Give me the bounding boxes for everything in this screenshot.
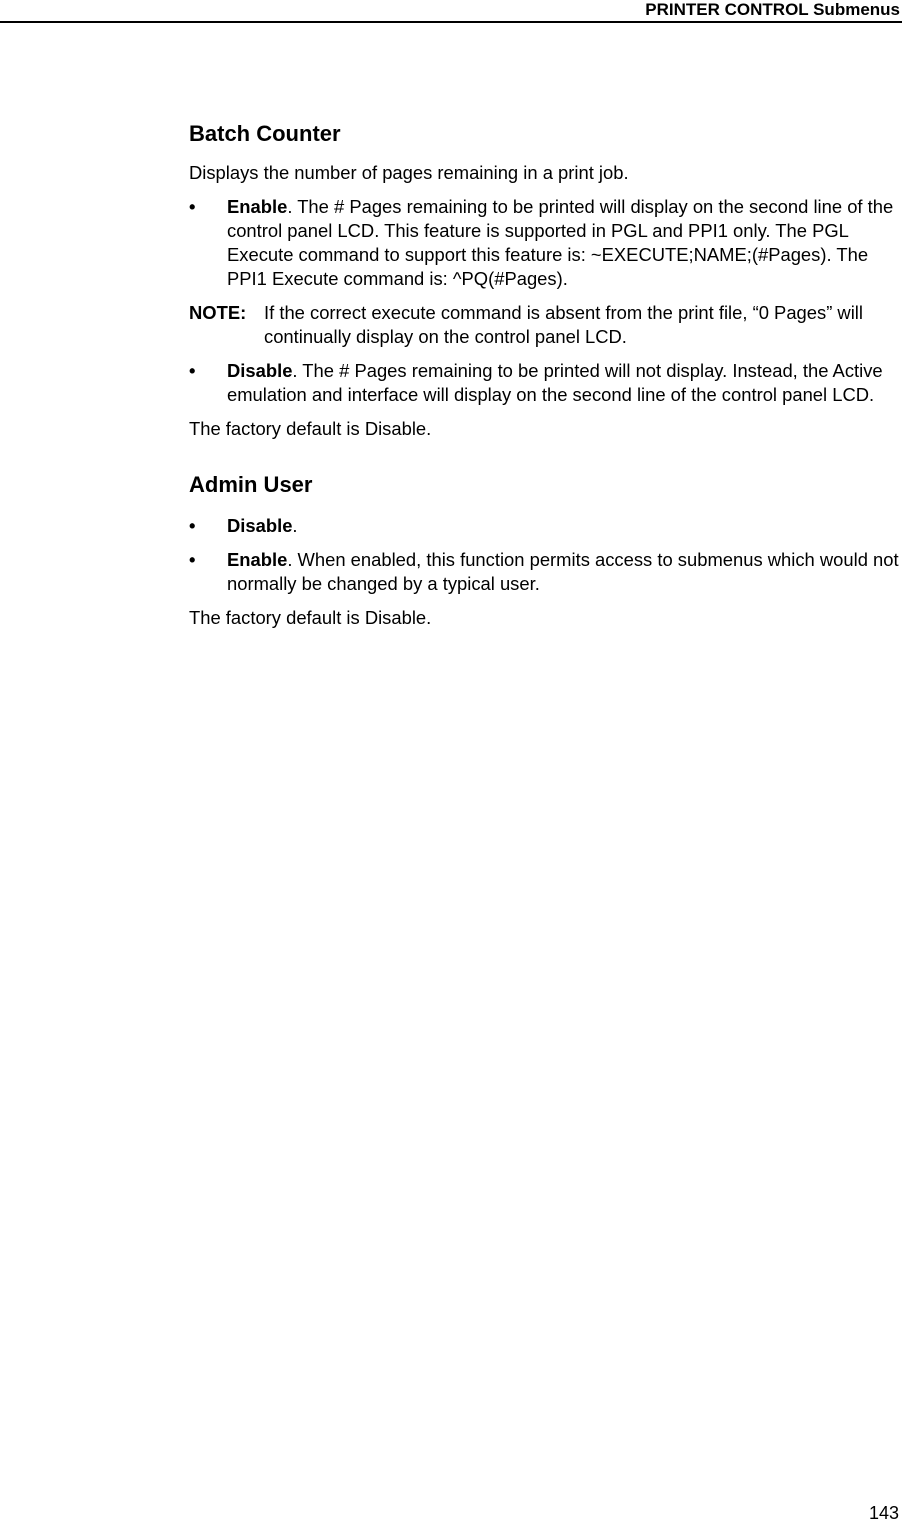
page-content (189, 119, 900, 640)
batch-disable-term: Disable (227, 360, 293, 381)
batch-counter-heading: Batch Counter (189, 121, 341, 146)
bullet-icon: • (189, 515, 196, 536)
batch-enable-item (189, 195, 900, 291)
admin-enable-item (189, 548, 900, 596)
batch-disable-text: . The # Pages remaining to be printed will not display. Instead, the Active emulation and interface will display on the second line of the control panel LCD. (227, 360, 883, 405)
running-header-title: PRINTER CONTROL Submenus (645, 0, 900, 19)
note-label: NOTE: (189, 302, 247, 323)
batch-disable-item (189, 359, 900, 407)
admin-user-heading: Admin User (189, 472, 313, 497)
batch-note (189, 301, 900, 349)
admin-factory-default: The factory default is Disable. (189, 607, 432, 628)
admin-enable-text: . When enabled, this function permits access to submenus which would not normally be changed by a typical user. (227, 549, 899, 594)
admin-enable-term: Enable (227, 549, 288, 570)
batch-factory-default: The factory default is Disable. (189, 418, 432, 439)
batch-enable-term: Enable (227, 196, 288, 217)
bullet-icon: • (189, 360, 196, 381)
admin-disable-term: Disable (227, 515, 293, 536)
batch-counter-intro: Displays the number of pages remaining in a print job. (189, 162, 629, 183)
page-number: 143 (868, 1503, 899, 1523)
bullet-icon: • (189, 196, 196, 217)
batch-enable-text: . The # Pages remaining to be printed will display on the second line of the control panel LCD. This feature is supported in PGL and PPI1 only. The PGL Execute command to support this feature is: ~EXECUTE;NAME;(#Pages). The PPI1 Execute command is: ^PQ(#Pages). (227, 196, 894, 289)
admin-disable-item (189, 514, 900, 538)
admin-disable-text: . (292, 515, 298, 536)
running-header (0, 0, 902, 23)
note-text: If the correct execute command is absent from the print file, “0 Pages” will continually display on the control panel LCD. (264, 302, 863, 347)
bullet-icon: • (189, 549, 196, 570)
